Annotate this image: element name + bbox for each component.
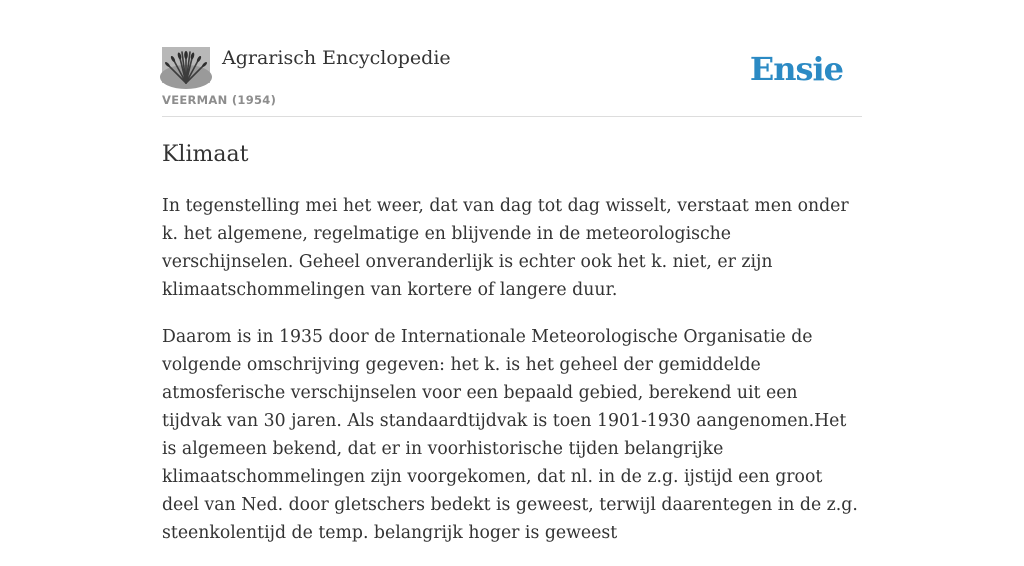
encyclopedia-title[interactable]: Agrarisch Encyclopedie (222, 47, 451, 69)
site-header (162, 46, 862, 117)
article-paragraph: Daarom is in 1935 door de Internationale Meteorologische Organisatie de volgende omschrijving gegeven: het k. is het geheel der gemiddelde atmosferische verschijnselen voor een bepaald gebied, berekend uit een tijdvak van 30 jaren. Als standaardtijdvak is toen 1901-1930 aangenomen.Het is algemeen bekend, dat er in voorhistorische tijden belangrijke klimaatschommelingen zijn voorgekomen, dat nl. in de z.g. ijstijd een groot deel van Ned. door gletschers bedekt is geweest, terwijl daarentegen in de z.g. steenkolentijd de temp. belangrijk hoger is geweest (162, 327, 858, 543)
wheat-sheaf-icon[interactable] (162, 47, 210, 83)
author-label: VEERMAN (1954) (162, 93, 277, 107)
article-body (162, 192, 862, 566)
article-title: Klimaat (162, 142, 249, 167)
ensie-logo-link[interactable]: Ensie (749, 50, 843, 88)
article-paragraph: In tegenstelling mei het weer, dat van dag tot dag wisselt, verstaat men onder k. het algemene, regelmatige en blijvende in de meteorologische verschijnselen. Geheel onveranderlijk is echter ook het k. niet, er zijn klimaatschommelingen van kortere of langere duur. (162, 196, 849, 300)
